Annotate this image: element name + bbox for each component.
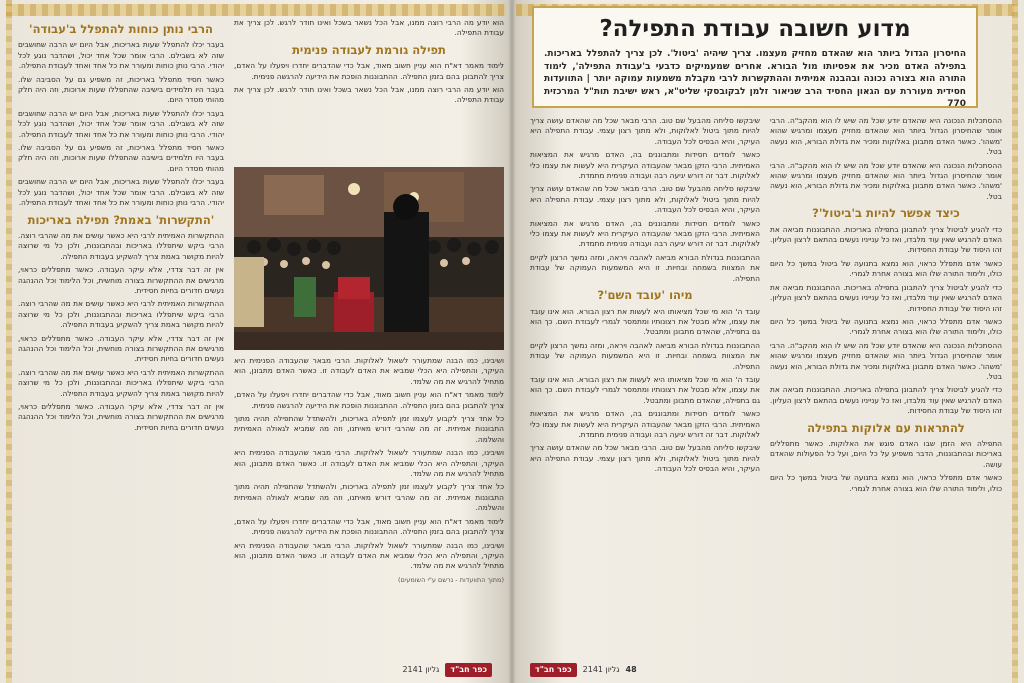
paragraph: אין זה דבר צדדי, אלא עיקר העבודה. כאשר מתפללים כראוי, מרגישים את ההתקשרות בצורה מוחשית, וכל הלימוד וכל ההנהגה נעשים חדורים בחיות חסידית. [18, 402, 224, 432]
paragraph: ההסתכלות הנכונה היא שהאדם יודע שכל מה שיש לו הוא מהקב"ה. הרבי אומר שהחיסרון הגדול ביותר הוא שהאדם מחזיק מעצמו ומרגיש שהוא 'משהו'. כאשר האדם מתבונן באלוקות ומכיר את גדולת הבורא, הוא נעשה בטל. [770, 116, 1002, 157]
left-page [6, 0, 506, 683]
paragraph: כאשר חסיד מתפלל באריכות, זה משפיע גם על הסביבה שלו. בעבר היו תלמידים בישיבה שהתפללו שעות ארוכות, וזה היה חלק מהותי מסדר היום. [18, 74, 224, 105]
paragraph: ההסתכלות הנכונה היא שהאדם יודע שכל מה שיש לו הוא מהקב"ה. הרבי אומר שהחיסרון הגדול ביותר הוא שהאדם מחזיק מעצמו ומרגיש שהוא 'משהו'. כאשר האדם מתבונן באלוקות ומכיר את גדולת הבורא, הוא נעשה בטל. [770, 340, 1002, 381]
paragraph: בעבר יכלו להתפלל שעות באריכות, אבל היום יש הרבה שחושבים שזה לא בשבילם. הרבי אומר שכל אחד יכול, ושהדבר נוגע לכל יהודי. הרבי נותן כוחות ומעורר את כל אחד ואחד לעבודת התפילה. [18, 40, 224, 71]
paragraph: ההסתכלות הנכונה היא שהאדם יודע שכל מה שיש לו הוא מהקב"ה. הרבי אומר שהחיסרון הגדול ביותר הוא שהאדם מחזיק מעצמו ומרגיש שהוא 'משהו'. כאשר האדם מתבונן באלוקות ומכיר את גדולת הבורא, הוא נעשה בטל. [770, 160, 1002, 201]
right-page-column-2 [530, 116, 760, 656]
magazine-logo: כפר חב"ד [530, 663, 577, 677]
paragraph: בעבר יכלו להתפלל שעות באריכות, אבל היום יש הרבה שחושבים שזה לא בשבילם. הרבי אומר שכל אחד יכול, ושהדבר נוגע לכל יהודי. הרבי נותן כוחות ומעורר את כל אחד ואחד לעבודת התפילה. [18, 108, 224, 139]
paragraph: כאשר אדם מתפלל כראוי, הוא נמצא בתנועה של ביטול במשך כל היום כולו, ולימוד התורה שלו הוא בצורה אחרת לגמרי. [770, 316, 1002, 337]
page-fold [508, 0, 516, 683]
right-page [516, 0, 1018, 683]
paragraph: בעבר יכלו להתפלל שעות באריכות, אבל היום יש הרבה שחושבים שזה לא בשבילם. הרבי אומר שכל אחד יכול, ושהדבר נוגע לכל יהודי. הרבי נותן כוחות ומעורר את כל אחד ואחד לעבודת התפילה. [18, 177, 224, 208]
paragraph: ושיבינו, כמו הבנה שמתעורר לשאול לאלוקות. הרבי מבאר שהעבודה הפנימית היא העיקר, והתפילה היא הכלי שמביא את האדם לעבודה זו. כאשר האדם מתבונן, הוא מתחיל להרגיש את מה שלמד. [234, 356, 504, 386]
source-note: (מתוך התוועדות - נרשם ע"י השומעים) [398, 575, 504, 584]
paragraph: כדי להגיע לביטול צריך להתבונן בתפילה באריכות. ההתבוננות מביאה את האדם להרגיש שאין עוד מלבדו, ואז כל ענייניו נעשים בהתאם לרצון העליון. זהו היסוד של עבודת החסידות. [770, 282, 1002, 313]
article-title-box [532, 6, 978, 108]
issue-number: גליון 2141 [582, 665, 620, 674]
paragraph: ההתבוננות בגדולת הבורא מביאה לאהבה ויראה, ומזה נמשך הרצון לקיים את המצוות בשמחה ובחיות. זו היא המשמעות העמוקה של עבודת התפילה. [530, 252, 760, 283]
paragraph: ההתקשרות האמיתית לרבי היא כאשר עושים את מה שהרבי רוצה. הרבי ביקש שיתפללו באריכות ובהתבוננות, ולכן כל מי שרוצה להיות מקושר באמת צריך להשקיע בעבודת התפילה. [18, 230, 224, 261]
decorative-border-top [6, 4, 506, 16]
paragraph: ושיבינו, כמו הבנה שמתעורר לשאול לאלוקות. הרבי מבאר שהעבודה הפנימית היא העיקר, והתפילה היא הכלי שמביא את האדם לעבודה זו. כאשר האדם מתבונן, הוא מתחיל להרגיש את מה שלמד. [234, 540, 504, 571]
article-title: מדוע חשובה עבודת התפילה? [599, 16, 911, 42]
paragraph: אין זה דבר צדדי, אלא עיקר העבודה. כאשר מתפללים כראוי, מרגישים את ההתקשרות בצורה מוחשית, וכל הלימוד וכל ההנהגה נעשים חדורים בחיות חסידית. [18, 265, 224, 295]
paragraph: כדי להגיע לביטול צריך להתבונן בתפילה באריכות. ההתבוננות מביאה את האדם להרגיש שאין עוד מלבדו, ואז כל ענייניו נעשים בהתאם לרצון העליון. זהו היסוד של עבודת החסידות. [770, 385, 1002, 416]
left-page-column-1 [18, 18, 224, 656]
paragraph: לימוד מאמר דא"ח הוא עניין חשוב מאוד, אבל כדי שהדברים יחדרו ויפעלו על האדם, צריך להתבונן בהם בזמן התפילה. ההתבוננות הופכת את הידיעה להרגשה פנימית. [234, 516, 504, 537]
paragraph: לימוד מאמר דא"ח הוא עניין חשוב מאוד, אבל כדי שהדברים יחדרו ויפעלו על האדם, צריך להתבונן בהם בזמן התפילה. ההתבוננות הופכת את הידיעה להרגשה פנימית. [234, 61, 504, 81]
paragraph: כאשר לומדים חסידות ומתבוננים בה, האדם מרגיש את המציאות האמיתית. הרבי הזקן מבאר שהעבודה העיקרית היא לעשות את עצמו כלי לאלוקות. דבר זה דורש יגיעה רבה ועבודה פנימית מתמדת. [530, 409, 760, 439]
paragraph: כאשר אדם מתפלל כראוי, הוא נמצא בתנועה של ביטול במשך כל היום כולו, ולימוד התורה שלו הוא בצורה אחרת לגמרי. [770, 258, 1002, 279]
paragraph: ההתקשרות האמיתית לרבי היא כאשר עושים את מה שהרבי רוצה. הרבי ביקש שיתפללו באריכות ובהתבוננות, ולכן כל מי שרוצה להיות מקושר באמת צריך להשקיע בעבודת התפילה. [18, 367, 224, 398]
paragraph: כאשר לומדים חסידות ומתבוננים בה, האדם מרגיש את המציאות האמיתית. הרבי הזקן מבאר שהעבודה העיקרית היא לעשות את עצמו כלי לאלוקות. דבר זה דורש יגיעה רבה ועבודה פנימית מתמדת. [530, 218, 760, 249]
paragraph: ההתקשרות האמיתית לרבי היא כאשר עושים את מה שהרבי רוצה. הרבי ביקש שיתפללו באריכות ובהתבוננות, ולכן כל מי שרוצה להיות מקושר באמת צריך להשקיע בעבודת התפילה. [18, 299, 224, 330]
paragraph: ההתבוננות בגדולת הבורא מביאה לאהבה ויראה, ומזה נמשך הרצון לקיים את המצוות בשמחה ובחיות. זו היא המשמעות העמוקה של עבודת התפילה. [530, 340, 760, 371]
left-page-footer [402, 663, 492, 677]
issue-number: גליון 2141 [402, 665, 440, 674]
section-heading: להתראות עם אלוקות בתפילה [807, 420, 965, 435]
decorative-border-side [1012, 0, 1018, 683]
paragraph: כל אחד צריך לקבוע לעצמו זמן לתפילה באריכות, ולהשתדל שהתפילה תהיה מתוך התבוננות אמיתית. זה מה שהרבי דורש מאיתנו, וזה מה שמביא לגאולה האמיתית והשלמה. [234, 482, 504, 513]
paragraph: אין זה דבר צדדי, אלא עיקר העבודה. כאשר מתפללים כראוי, מרגישים את ההתקשרות בצורה מוחשית, וכל הלימוד וכל ההנהגה נעשים חדורים בחיות חסידית. [18, 333, 224, 364]
page-number: 48 [625, 665, 637, 674]
paragraph: שיבקשו סליחה מהבעל שם טוב. הרבי מבאר שכל מה שהאדם עושה צריך להיות מתוך ביטול לאלוקות, ולא מתוך רצון עצמי. עבודת התפילה היא העיקר, והיא הבסיס לכל העבודה. [530, 443, 760, 474]
left-page-column-2-bottom [234, 356, 504, 651]
photo-illustration [234, 167, 504, 350]
right-page-footer [530, 663, 637, 677]
paragraph: הוא יודע מה הרבי רוצה ממנו, אבל הכל נשאר בשכל ואינו חודר לרגש. לכן צריך את עבודת התפילה. [234, 85, 504, 105]
paragraph: כל אחד צריך לקבוע לעצמו זמן לתפילה באריכות, ולהשתדל שהתפילה תהיה מתוך התבוננות אמיתית. זה מה שהרבי דורש מאיתנו, וזה מה שמביא לגאולה האמיתית והשלמה. [234, 414, 504, 444]
farbrengen-photo [234, 167, 504, 350]
article-intro: החיסרון הגדול ביותר הוא שהאדם מחזיק מעצמו. צריך שיהיה 'ביטול'. לכן צריך להתפלל באריכות. בתפילה האדם מכיר את אפסיותו מול הבורא. אחרים שמעמיקים כדבעי ב'עבודת התפילה', לימוד התורה הוא בצורה נכונה ובהבנה אמיתית וההתקשרות לרבי מקבלת משמעות עמוקה יותר | התוועדות חסידית מעוררת עם הגאון החסיד הרב שניאור זלמן לבקובסקי שליט"א, ראש ישיבת תות"ל המרכזית 770 [544, 49, 966, 110]
paragraph: כאשר אדם מתפלל כראוי, הוא נמצא בתנועה של ביטול במשך כל היום כולו, ולימוד התורה שלו הוא בצורה אחרת לגמרי. [770, 473, 1002, 493]
decorative-border-side [6, 0, 12, 683]
magazine-logo: כפר חב"ד [445, 663, 492, 677]
paragraph: הוא יודע מה הרבי רוצה ממנו, אבל הכל נשאר בשכל ואינו חודר לרגש. לכן צריך את עבודת התפילה. [234, 18, 504, 38]
paragraph: כדי להגיע לביטול צריך להתבונן בתפילה באריכות. ההתבוננות מביאה את האדם להרגיש שאין עוד מלבדו, ואז כל ענייניו נעשים בהתאם לרצון העליון. זהו היסוד של עבודת החסידות. [770, 224, 1002, 255]
paragraph: עובד ה' הוא מי שכל מציאותו היא לעשות את רצון הבורא. הוא אינו עובד את עצמו, אלא מבטל את רצונותיו ומתמסר לגמרי לעבודת השם. כך הוא גם בתפילה, שהאדם מתבונן ומתבטל. [530, 374, 760, 405]
paragraph: לימוד מאמר דא"ח הוא עניין חשוב מאוד, אבל כדי שהדברים יחדרו ויפעלו על האדם, צריך להתבונן בהם בזמן התפילה. ההתבוננות הופכת את הידיעה להרגשה פנימית. [234, 390, 504, 410]
section-heading: מיהו 'עובד השם'? [597, 288, 693, 303]
paragraph: ושיבינו, כמו הבנה שמתעורר לשאול לאלוקות. הרבי מבאר שהעבודה הפנימית היא העיקר, והתפילה היא הכלי שמביא את האדם לעבודה זו. כאשר האדם מתבונן, הוא מתחיל להרגיש את מה שלמד. [234, 448, 504, 479]
left-page-column-2-top [234, 18, 504, 163]
section-heading: הרבי נותן כוחות להתפלל ב'עבודה' [29, 22, 213, 36]
paragraph: שיבקשו סליחה מהבעל שם טוב. הרבי מבאר שכל מה שהאדם עושה צריך להיות מתוך ביטול לאלוקות, ולא מתוך רצון עצמי. עבודת התפילה היא העיקר, והיא הבסיס לכל העבודה. [530, 184, 760, 215]
paragraph: כאשר לומדים חסידות ומתבוננים בה, האדם מרגיש את המציאות האמיתית. הרבי הזקן מבאר שהעבודה העיקרית היא לעשות את עצמו כלי לאלוקות. דבר זה דורש יגיעה רבה ועבודה פנימית מתמדת. [530, 150, 760, 181]
section-heading: כיצד אפשר להיות ב'ביטול'? [812, 206, 960, 221]
paragraph: כאשר חסיד מתפלל באריכות, זה משפיע גם על הסביבה שלו. בעבר היו תלמידים בישיבה שהתפללו שעות ארוכות, וזה היה חלק מהותי מסדר היום. [18, 143, 224, 173]
paragraph: עובד ה' הוא מי שכל מציאותו היא לעשות את רצון הבורא. הוא אינו עובד את עצמו, אלא מבטל את רצונותיו ומתמסר לגמרי לעבודת השם. כך הוא גם בתפילה, שהאדם מתבונן ומתבטל. [530, 306, 760, 337]
section-heading: תפילה גורמת לעבודה פנימית [292, 42, 446, 57]
paragraph: התפילה היא הזמן שבו האדם פוגש את האלוקות. כאשר מתפללים באריכות ובהתבוננות, הדבר משפיע על כל היום, ועל כל הפעולות שהאדם עושה. [770, 438, 1002, 469]
right-page-column-1 [770, 116, 1002, 656]
paragraph: שיבקשו סליחה מהבעל שם טוב. הרבי מבאר שכל מה שהאדם עושה צריך להיות מתוך ביטול לאלוקות, ולא מתוך רצון עצמי. עבודת התפילה היא העיקר, והיא הבסיס לכל העבודה. [530, 116, 760, 146]
section-heading: 'התקשרות' באמת? תפילה באריכות [27, 212, 215, 227]
